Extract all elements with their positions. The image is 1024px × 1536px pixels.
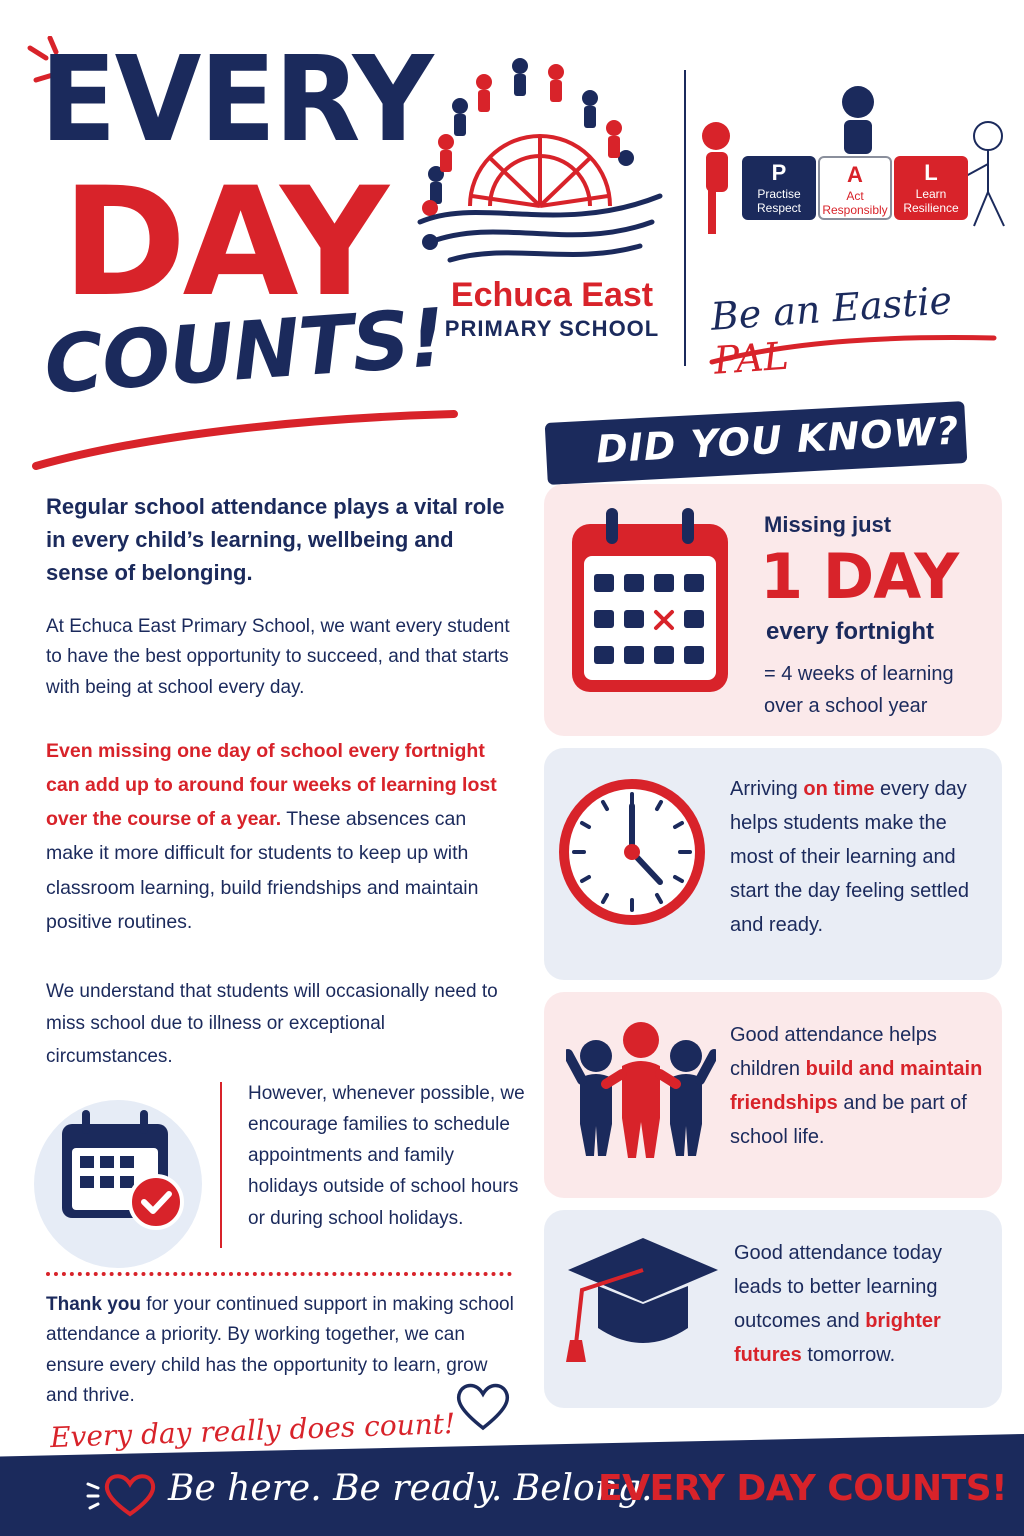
header-divider <box>684 70 686 366</box>
card1-big-number: 1 DAY <box>760 540 959 613</box>
absence-paragraph: Even missing one day of school every fortnight can add up to around four weeks of learning lost over the course of a year. These absences can make it more difficult for students to keep up with classroom learning, build friendships and maintain positive routines. <box>46 740 497 933</box>
headline-counts: COUNTS! <box>41 291 448 412</box>
did-you-know-title: DID YOU KNOW? <box>595 408 961 472</box>
friends-icon <box>566 1014 716 1164</box>
clock-icon <box>556 776 708 928</box>
heart-burst-icon <box>84 1462 164 1522</box>
dotted-divider <box>46 1272 512 1276</box>
pal-underline <box>708 330 998 370</box>
calendar-x-icon <box>566 508 736 698</box>
school-subtitle: PRIMARY SCHOOL <box>444 316 660 341</box>
calendar-check-icon <box>52 1104 192 1244</box>
calendar-divider <box>220 1082 222 1248</box>
pal-piece-p: P Practise Respect <box>742 156 816 220</box>
card2-text: Arriving on time every day helps students make the most of their learning and start the day feeling settled and ready. <box>730 778 970 936</box>
people-circle-logo <box>400 46 670 274</box>
headline-day: DAY <box>62 156 385 330</box>
pal-tagline: Be an Eastie PAL <box>709 278 954 383</box>
graduation-cap-icon <box>562 1232 724 1372</box>
footer-tagline: EVERY DAY COUNTS! <box>598 1468 1008 1509</box>
intro-paragraph: At Echuca East Primary School, we want every student to have the best opportunity to succeed, and that starts with being at school every day. <box>46 616 510 698</box>
card1-equals: = 4 weeks of learning over a school year <box>764 663 954 717</box>
card1-fortnight: every fortnight <box>766 618 935 645</box>
card3-text: Good attendance helps children build and maintain friendships and be part of school life. <box>730 1024 983 1148</box>
card4-text: Good attendance today leads to better learning outcomes and brighter futures tomorrow. <box>734 1242 942 1366</box>
card1-missing-label: Missing just <box>764 512 892 537</box>
footer-slogan: Be here. Be ready. Belong. <box>168 1468 653 1509</box>
school-name: Echuca East <box>450 276 654 314</box>
brush-underline <box>30 404 460 474</box>
lead-paragraph: Regular school attendance plays a vital role in every child’s learning, wellbeing and sense of belonging. <box>46 494 505 585</box>
headline-every: EVERY <box>40 30 432 168</box>
signoff-text: Every day really does count! <box>49 1406 456 1455</box>
heart-icon <box>452 1378 514 1434</box>
illness-paragraph: We understand that students will occasionally need to miss school due to illness or exceptional circumstances. <box>46 981 498 1067</box>
pal-piece-l: L Learn Resilience <box>894 156 968 220</box>
scheduling-paragraph: However, whenever possible, we encourage families to schedule appointments and family holidays outside of school hours or during school holidays. <box>248 1083 525 1229</box>
thank-you-paragraph: Thank you for your continued support in making school attendance a priority. By working together, we can ensure every child has the opportunity to learn, grow and thrive. <box>46 1294 514 1407</box>
pal-piece-a: A Act Responsibly <box>818 156 892 220</box>
